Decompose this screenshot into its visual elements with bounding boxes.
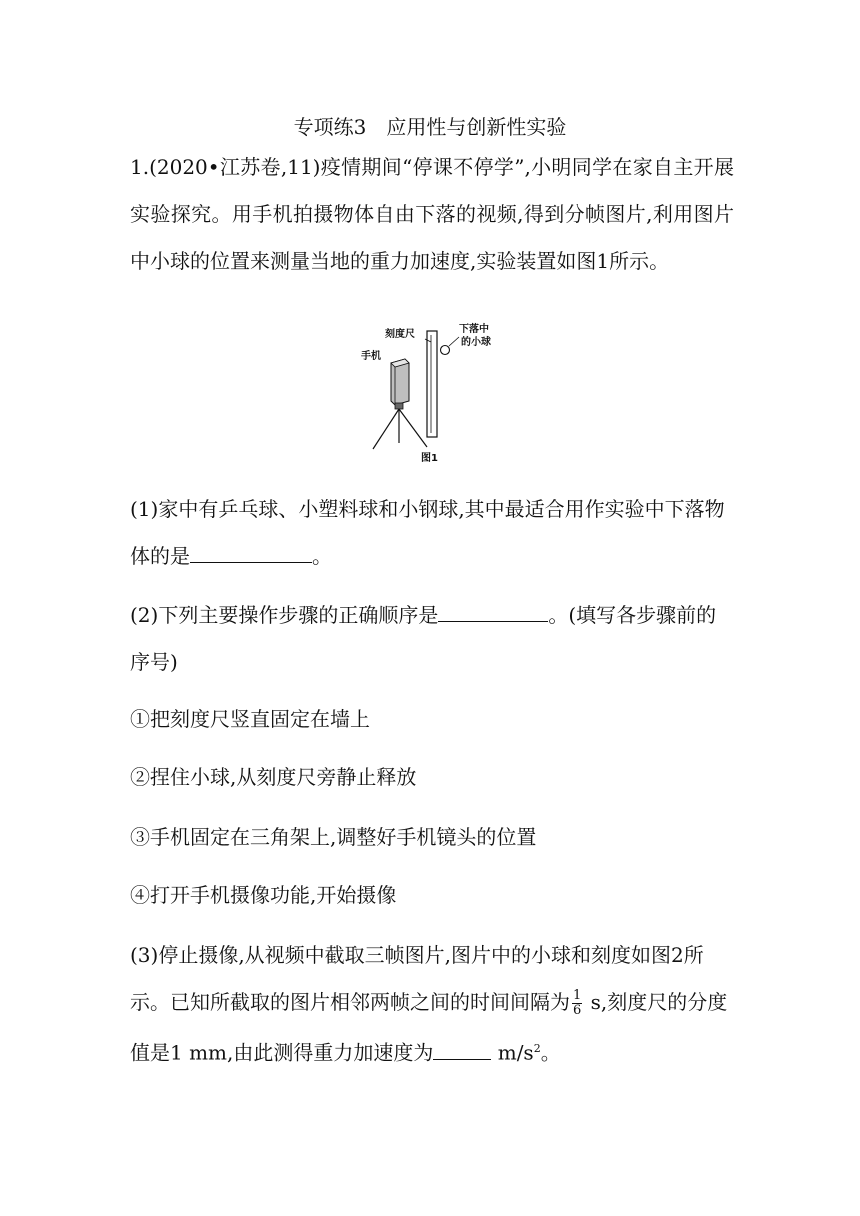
answer-blank-1[interactable] — [190, 561, 312, 563]
part1-line2 — [130, 541, 332, 571]
answer-blank-2[interactable] — [438, 620, 548, 622]
question-intro: 1.(2020•江苏卷,11)疫情期间“停课不停学”,小明同学在家自主开展实验探究。用手机拍摄物体自由下落的视频,得到分帧图片,利用图片中小球的位置来测量当地的重力加速度,实验装置如图1所示。 — [130, 155, 734, 273]
tripod-leg-right — [399, 409, 427, 447]
ruler-label: 刻度尺 — [385, 329, 415, 340]
ball-label-line1: 下落中 — [459, 324, 489, 335]
part3-line2-prefix: 示。已知所截取的图片相邻两帧之间的时间间隔为 — [130, 990, 570, 1014]
phone-label: 手机 — [361, 351, 381, 362]
ball-label-leader — [449, 337, 459, 346]
part2-line1-suffix: 。(填写各步骤前的 — [548, 603, 717, 627]
unit-text: m/s — [491, 1040, 534, 1065]
part1-line1: (1)家中有乒乓球、小塑料球和小钢球,其中最适合用作实验中下落物 — [130, 497, 725, 521]
fraction-numerator: 1 — [573, 988, 582, 1003]
fraction-denominator: 6 — [573, 1003, 582, 1018]
step-1: ①把刻度尺竖直固定在墙上 — [130, 707, 370, 731]
figure-1 — [355, 315, 515, 465]
part3-line3 — [130, 1034, 561, 1068]
unit-exponent: 2 — [533, 1042, 541, 1055]
part3-line2-suffix: s,刻度尺的分度 — [584, 990, 728, 1014]
ruler-label-leader — [425, 339, 431, 342]
ruler-outer — [427, 331, 437, 437]
figure-caption: 图1 — [421, 453, 438, 464]
part1-line2-prefix: 体的是 — [130, 544, 190, 568]
tripod-head — [395, 403, 403, 409]
falling-ball — [441, 346, 450, 355]
part3-line3-prefix: 值是1 mm,由此测得重力加速度为 — [130, 1040, 434, 1065]
part2-line2: 序号) — [130, 650, 178, 674]
page-title: 专项练3 应用性与创新性实验 — [293, 115, 567, 139]
step-3: ③手机固定在三角架上,调整好手机镜头的位置 — [130, 825, 537, 849]
step-2: ②捏住小球,从刻度尺旁静止释放 — [130, 765, 417, 789]
answer-blank-3[interactable] — [433, 1058, 491, 1060]
part3-line1: (3)停止摄像,从视频中截取三帧图片,图片中的小球和刻度如图2所 — [130, 943, 704, 967]
part1-line2-suffix: 。 — [312, 544, 332, 568]
part3-line2 — [130, 987, 727, 1018]
ball-label-line2: 的小球 — [461, 337, 491, 348]
part3-line3-end: 。 — [540, 1040, 561, 1065]
part2-line1-prefix: (2)下列主要操作步骤的正确顺序是 — [130, 603, 439, 627]
tripod-leg-left — [373, 409, 399, 449]
time-interval-fraction — [572, 989, 582, 1018]
step-4: ④打开手机摄像功能,开始摄像 — [130, 883, 397, 907]
part2-line1 — [130, 600, 716, 630]
